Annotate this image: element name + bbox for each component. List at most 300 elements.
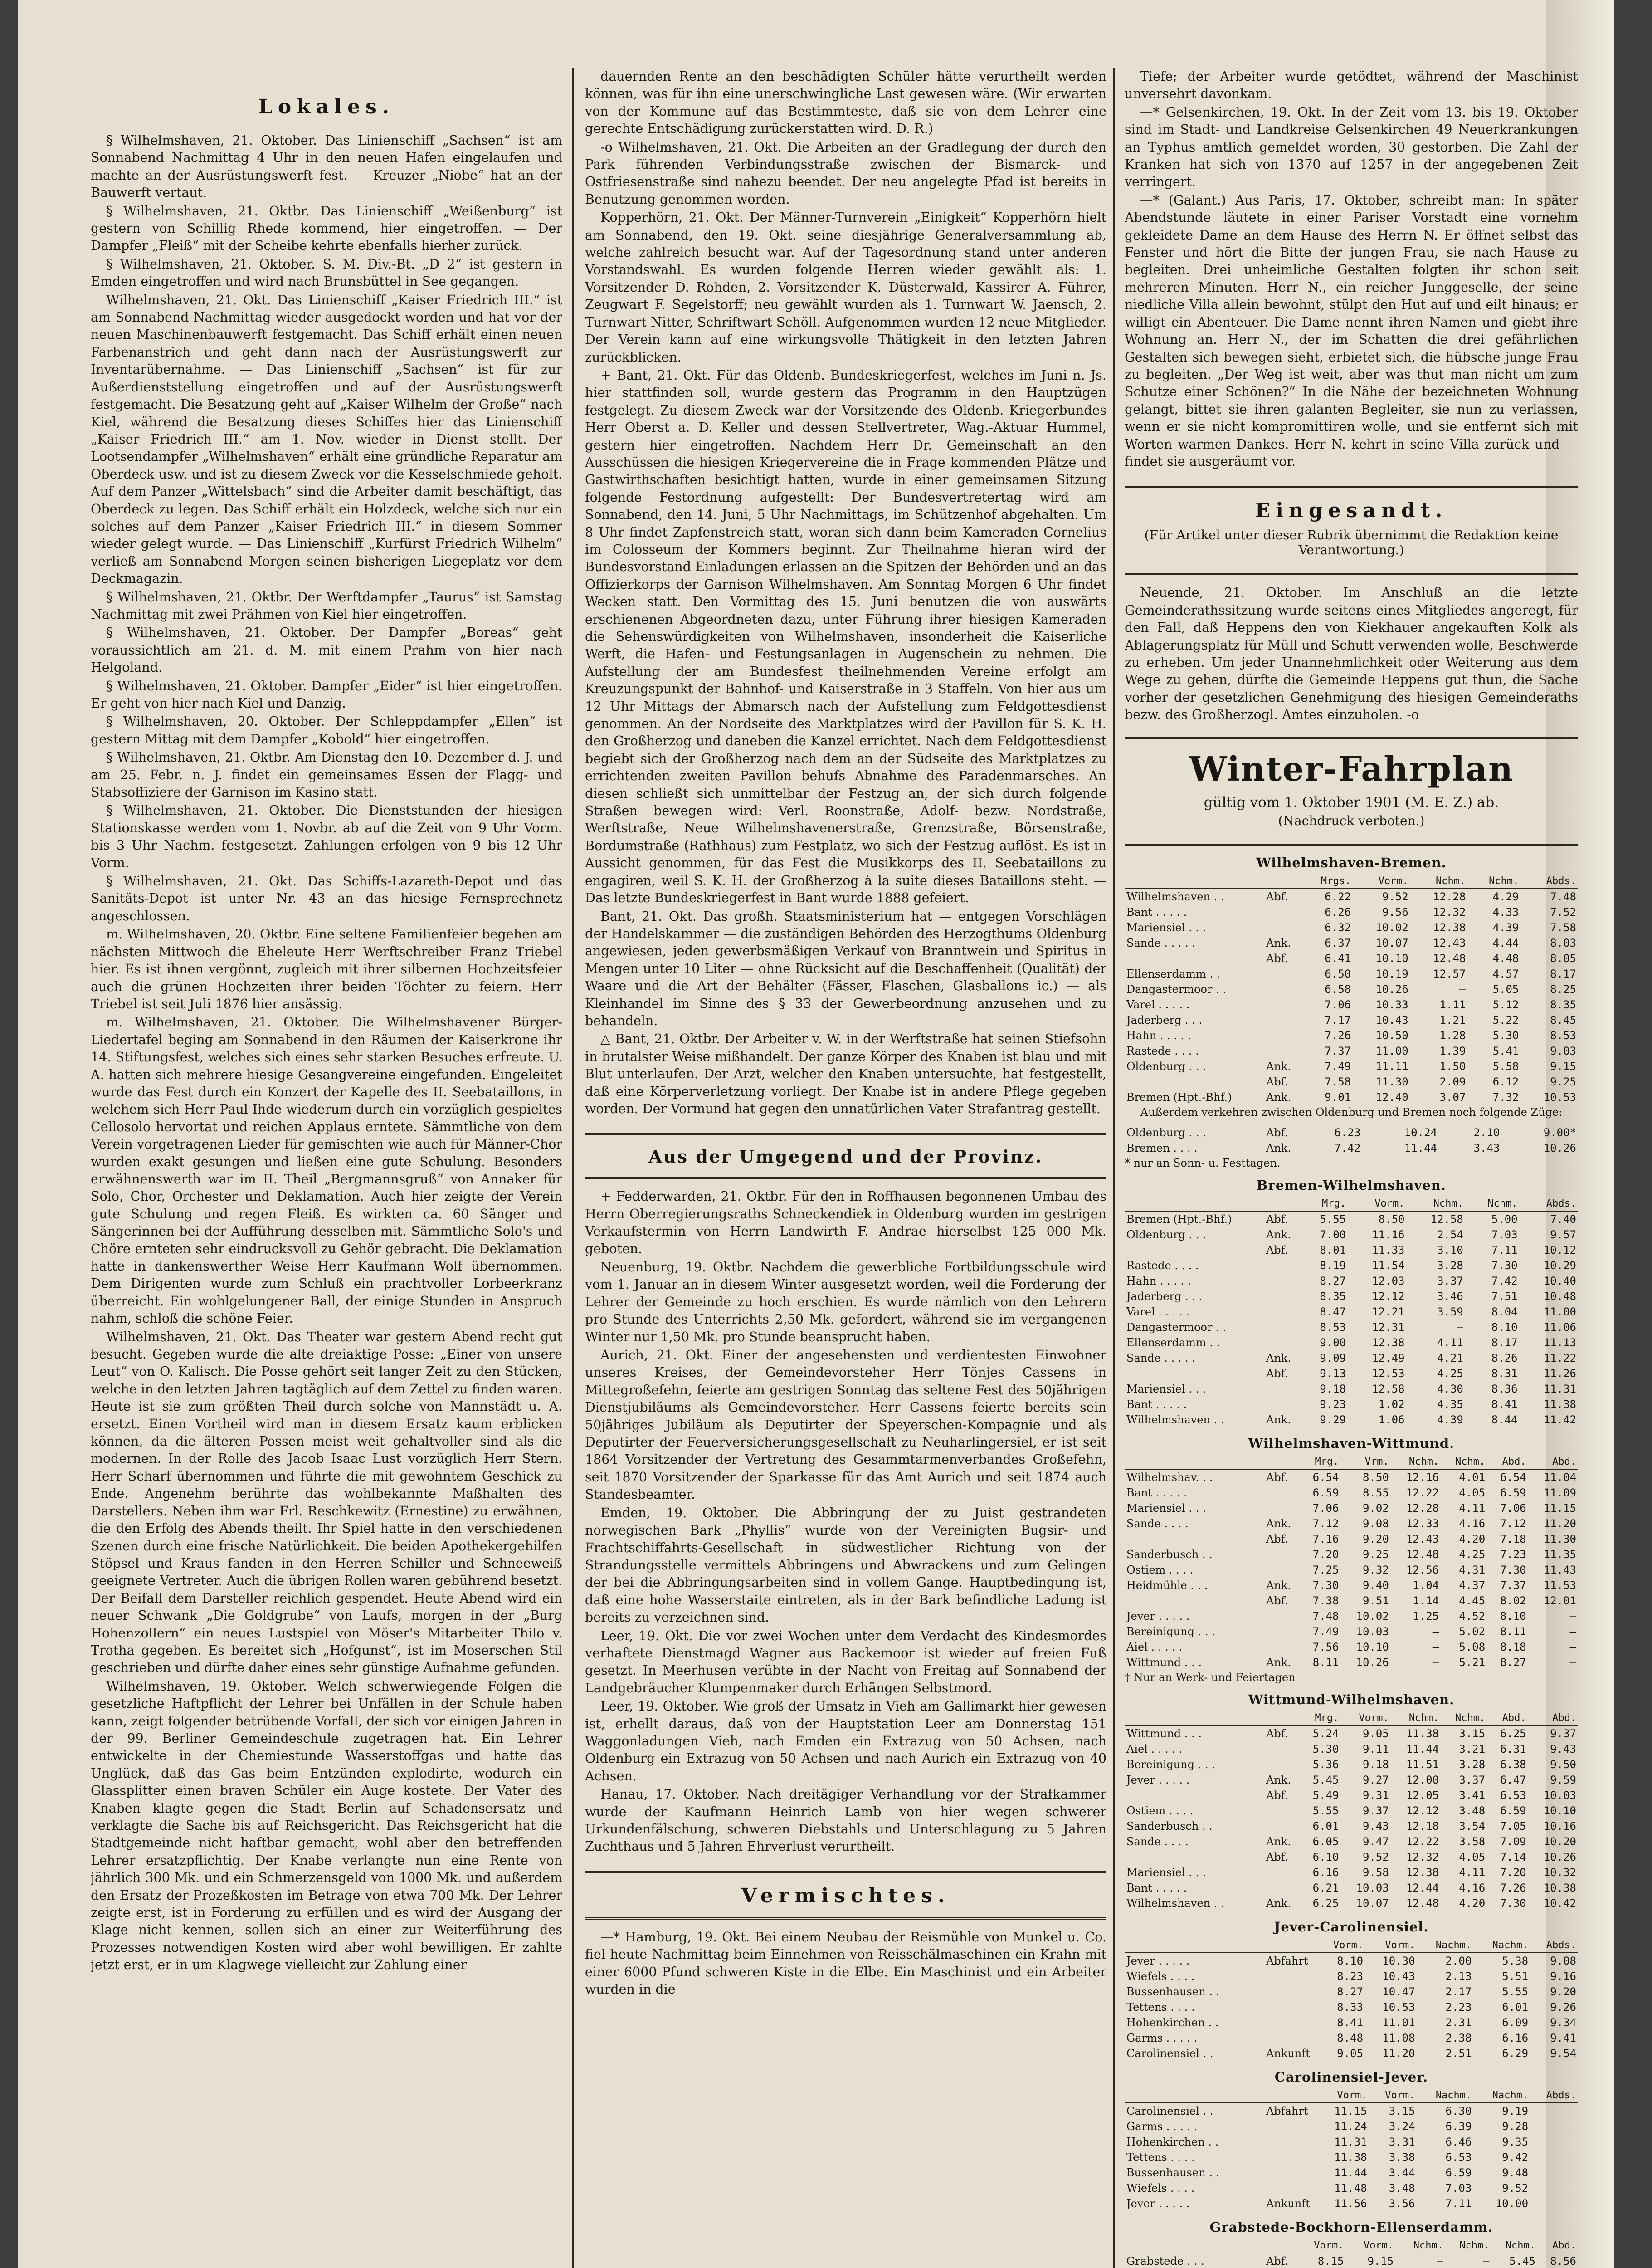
time-cell: 5.36 (1312, 1758, 1339, 1771)
station-name: Ellenserdamm . . (1126, 1336, 1220, 1349)
time-cell: 1.04 (1413, 1579, 1439, 1592)
timetable-title: Wilhelmshaven-Bremen. (1256, 855, 1447, 870)
time-cell (1530, 2103, 1578, 2119)
time-cell: 6.21 (1312, 1881, 1339, 1894)
timetable-row (1125, 2150, 1578, 2165)
timetable-extra-grid (1125, 1125, 1578, 1156)
time-cell: 9.05 (1362, 1727, 1389, 1740)
time-cell: 7.30 (1500, 1897, 1526, 1910)
timetable (1125, 1178, 1578, 1427)
station-name: Bussenhausen . . (1126, 2166, 1220, 2179)
arrival-departure-flag (1264, 1258, 1300, 1273)
time-cell: 7.12 (1312, 1517, 1339, 1530)
station-name: Hahn . . . . . (1126, 1029, 1191, 1042)
station-name: Garms . . . . . (1126, 2120, 1198, 2133)
station-name: Jaderberg . . . (1126, 1013, 1203, 1026)
time-cell (1530, 2180, 1578, 2196)
time-cell: 6.01 (1312, 1819, 1339, 1833)
timetable-footnote: * nur an Sonn- u. Festtagen. (1125, 1156, 1281, 1169)
arrival-departure-flag: Ank. (1266, 1141, 1291, 1154)
middle-articles (585, 68, 1106, 1118)
time-cell: 9.08 (1550, 1954, 1576, 1967)
arrival-departure-flag: Ank. (1266, 936, 1291, 949)
arrival-departure-flag: Ankunft (1266, 2047, 1310, 2060)
time-cell: 10.43 (1382, 1970, 1415, 1983)
section-heading-umgegend: Aus der Umgegend und der Provinz. (648, 1146, 1043, 1167)
station-name: Sanderbusch . . (1126, 1548, 1213, 1561)
time-cell: 8.05 (1550, 952, 1576, 965)
time-cell: 11.06 (1543, 1320, 1576, 1334)
arrival-departure-flag: Abf. (1266, 1075, 1288, 1088)
column-header: Nchm. (1441, 1455, 1487, 1469)
timetable-row (1125, 1469, 1578, 1485)
time-cell: 12.43 (1406, 1532, 1439, 1545)
time-cell: 4.11 (1437, 1336, 1463, 1349)
time-cell: 3.37 (1459, 1773, 1486, 1786)
time-cell: 8.35 (1550, 998, 1576, 1011)
column-header (1125, 1455, 1264, 1469)
time-cell: 10.33 (1375, 998, 1408, 1011)
column-right (1125, 68, 1578, 2268)
time-cell: 4.52 (1459, 1609, 1486, 1623)
timetables (1125, 855, 1578, 2268)
time-cell: 9.52 (1502, 2181, 1529, 2195)
column-header: Vorm. (1317, 2088, 1369, 2103)
article-paragraph: + Bant, 21. Okt. Für das Oldenb. Bundeskriegerfest, welches im Juni n. Js. hier stattfinden soll, wurde gestern das Programm in den Hauptzügen festgelegt. Zu diesem Zweck war der Vorsitzende des Oldenb. Kriegerbundes Herr Oberst a. D. Keller und dessen Stellvertreter, Wag.-Aktuar Hummel, gestern hier eingetroffen. Nachdem Herr Dr. Gemeinschaft an den Ausschüssen die hiesigen Kriegervereine die in Frage kommenden Plätze und Gastwirthschaften besichtigt hatten, wurde in einer gemeinsamen Sitzung folgende Festordnung aufgestellt: Der Bundesvertretertag wird am Sonnabend, den 14. Juni, 5 Uhr Nachmittags, im Schützenhof abgehalten. Um 8 Uhr findet Zapfenstreich statt, woran sich dann beim Kameraden Cornelius im Colosseum der Kommers beginnt. Zur Theilnahme hieran wird der Bundesvorstand Einladungen erlassen an die Spitzen der Behörden und an das Offizierkorps der Garnison Wilhelmshaven. Am Sonntag Morgen 6 Uhr findet Wecken statt. Den Vormittag des 15. Juni benutzen die von auswärts erschienenen Abgeordneten dazu, unter Führung ihrer hiesigen Kameraden die Sehenswürdigkeiten von Wilhelmshaven, insonderheit die Kaiserliche Werft, die Hafen- und Festungsanlagen in Augenschein zu nehmen. Die Aufstellung der am Bundesfest theilnehmenden Vereine erfolgt am Kreuzungspunkt der Bahnhof- und Kaiserstraße in 3 Staffeln. Von hier aus um 12 Uhr Mittags der Abmarsch nach der Aufstellung zum Feldgottesdienst genommen. An der Nordseite des Marktplatzes wird der Pavillon für S. K. H. den Großherzog und daneben die Kanzel errichtet. Nach dem Feldgottesdienst begiebt sich der Großherzog nach dem an der Südseite des Marktplatzes zu errichtenden zweiten Pavillon behufs Abnahme des Paradenmarsches. An diesen schließt sich unmittelbar der Festzug an, der sich durch folgende Straßen bewegen wird: Verl. Roonstraße, Adolf- bezw. Nordstraße, Werftstraße, Neue Wilhelmshavenerstraße, Grenzstraße, Börsenstraße, Bordumstraße (Rathhaus) zum Festplatz, wo sich der Festzug auflöst. Es ist in Aussicht genommen, für das Fest die Musikkorps des II. Seebataillons zu engagiren, weil S. K. H. der Großherzog à la suite dieses Bataillons steht. — Das letzte Bundeskriegerfest in Bant wurde 1888 gefeiert. (585, 367, 1106, 906)
timetable-row (1125, 1562, 1578, 1578)
time-cell: 8.02 (1500, 1594, 1526, 1607)
time-cell: 2.09 (1439, 1075, 1466, 1088)
eingesandt-articles (1125, 584, 1578, 723)
arrival-departure-flag (1264, 1304, 1300, 1320)
time-cell: 3.38 (1389, 2151, 1415, 2164)
time-cell: 4.25 (1437, 1367, 1463, 1380)
section-heading-vermischtes: Vermischtes. (741, 1884, 950, 1907)
time-cell: 11.00 (1375, 1044, 1408, 1057)
arrival-departure-flag (1264, 1818, 1300, 1834)
time-cell: 4.25 (1459, 1548, 1486, 1561)
time-cell: 12.40 (1375, 1090, 1408, 1104)
station-name: Jaderberg . . . (1126, 1290, 1203, 1303)
arrival-departure-flag (1264, 1397, 1300, 1412)
timetable-row (1125, 1865, 1578, 1880)
time-cell: 11.38 (1334, 2151, 1367, 2164)
time-cell: 10.26 (1543, 1141, 1576, 1154)
column-header: Vrm. (1340, 1455, 1390, 1469)
time-cell: 12.58 (1430, 1212, 1463, 1226)
time-cell: 12.18 (1406, 1819, 1439, 1833)
column-header: Vorm. (1317, 1938, 1365, 1953)
time-cell: 7.52 (1550, 905, 1576, 919)
arrival-departure-flag: Ank. (1266, 1228, 1291, 1241)
station-name: Carolinensiel . . (1126, 2047, 1213, 2060)
article-paragraph: dauernden Rente an den beschädigten Schüler hätte verurtheilt werden können, was für ihn eine unerschwingliche Last gewesen wäre. (Wir erwarten von der Kommune auf das Bestimmteste, daß sie von dem Lehrer eine gerechte Entschädigung zurückerstatten wird. D. R.) (585, 69, 1106, 137)
timetable-row (1125, 1578, 1578, 1593)
arrival-departure-flag (1264, 1501, 1300, 1516)
time-cell (1530, 2196, 1578, 2211)
timetable-row (1125, 1788, 1578, 1803)
time-cell: 3.43 (1473, 1141, 1500, 1154)
time-cell: 10.40 (1543, 1274, 1576, 1287)
time-cell: 10.16 (1543, 1819, 1576, 1833)
timetable-row (1125, 1012, 1578, 1028)
time-cell: 3.58 (1459, 1835, 1486, 1848)
timetable-row (1125, 2134, 1578, 2150)
station-name: Mariensiel . . . (1126, 1866, 1206, 1879)
arrival-departure-flag (1264, 920, 1300, 935)
timetable-row (1125, 904, 1578, 920)
time-cell: 7.26 (1500, 1881, 1526, 1894)
time-cell: 4.05 (1459, 1850, 1486, 1863)
time-cell (1312, 2046, 1317, 2061)
time-cell: 10.02 (1356, 1609, 1389, 1623)
time-cell: 6.59 (1500, 1804, 1526, 1817)
time-cell: 12.48 (1406, 1897, 1439, 1910)
time-cell: 8.56 (1550, 2254, 1576, 2268)
time-cell: 10.03 (1543, 1789, 1576, 1802)
station-name: Heidmühle . . . (1126, 1579, 1208, 1592)
time-cell: 10.26 (1543, 1850, 1576, 1863)
column-middle (585, 68, 1106, 2268)
time-cell: 7.49 (1325, 1060, 1351, 1073)
arrival-departure-flag: Ank. (1266, 1060, 1291, 1073)
time-cell: 8.50 (1362, 1471, 1389, 1484)
time-cell: 4.29 (1492, 890, 1519, 903)
lokales-articles (91, 132, 562, 1974)
time-cell: 11.44 (1404, 1141, 1437, 1154)
timetable-row (1125, 920, 1578, 935)
time-cell: 4.21 (1437, 1351, 1463, 1364)
newspaper-page (18, 0, 1614, 2268)
time-cell: 10.53 (1543, 1090, 1576, 1104)
time-cell (1530, 2119, 1578, 2134)
time-cell: — (1457, 1320, 1463, 1334)
timetable-header-row (1125, 874, 1578, 889)
article-paragraph: § Wilhelmshaven, 21. Okt. Das Schiffs-Lazareth-Depot und das Sanitäts-Depot ist unter Nr. 43 an das hiesige Fernsprechnetz angeschlossen. (91, 874, 562, 924)
time-cell: 10.03 (1356, 1881, 1389, 1894)
time-cell: 3.59 (1437, 1305, 1463, 1318)
timetable-row (1125, 1655, 1578, 1670)
time-cell: 6.31 (1500, 1742, 1526, 1755)
column-header (1264, 1711, 1300, 1725)
timetable-row (1125, 1090, 1578, 1105)
time-cell: 3.48 (1459, 1804, 1486, 1817)
time-cell: 7.20 (1312, 1548, 1339, 1561)
time-cell: 3.28 (1437, 1259, 1463, 1272)
time-cell: 9.25 (1550, 1075, 1576, 1088)
time-cell: 9.23 (1320, 1398, 1346, 1411)
column-header (1125, 1938, 1264, 1953)
station-name: Wilhelmshaven . . (1126, 1897, 1224, 1910)
timetable-row (1125, 1028, 1578, 1043)
time-cell: 8.41 (1491, 1398, 1518, 1411)
vermischtes-heading-box (585, 1871, 1106, 1920)
station-name (1125, 1242, 1264, 1258)
time-cell: 6.50 (1325, 967, 1351, 980)
time-cell: 7.49 (1312, 1625, 1339, 1638)
time-cell: 10.24 (1404, 1126, 1437, 1139)
arrival-departure-flag: Abf. (1266, 1126, 1288, 1139)
article-paragraph: § Wilhelmshaven, 21. Oktober. Der Dampfer „Boreas“ geht voraussichtlich am 21. d. M. mit einem Prahm von hier nach Helgoland. (91, 625, 562, 675)
timetable-row (1125, 1125, 1578, 1140)
time-cell (1312, 2134, 1317, 2150)
time-cell: 10.19 (1375, 967, 1408, 980)
timetable-row (1125, 1366, 1578, 1381)
time-cell: 7.26 (1325, 1029, 1351, 1042)
time-cell: 5.21 (1459, 1656, 1486, 1669)
timetable (1125, 1436, 1578, 1684)
time-cell: 12.53 (1372, 1367, 1405, 1380)
time-cell: 8.36 (1491, 1382, 1518, 1395)
time-cell: 11.15 (1543, 1501, 1576, 1515)
arrival-departure-flag (1264, 1880, 1300, 1896)
time-cell: 3.37 (1437, 1274, 1463, 1287)
arrival-departure-flag: Ank. (1266, 1773, 1291, 1786)
time-cell: 11.51 (1406, 1758, 1439, 1771)
time-cell: 11.48 (1334, 2181, 1367, 2195)
timetable-row (1125, 2015, 1578, 2030)
time-cell: 4.39 (1437, 1413, 1463, 1426)
time-cell (1312, 1999, 1317, 2015)
column-header: Nachm. (1473, 1938, 1530, 1953)
time-cell: 5.55 (1312, 1804, 1339, 1817)
timetable-row (1125, 1725, 1578, 1741)
time-cell: 8.11 (1500, 1625, 1526, 1638)
column-header (1125, 1711, 1264, 1725)
time-cell: 7.00 (1320, 1228, 1346, 1241)
arrival-departure-flag: Abf. (1266, 1212, 1288, 1226)
time-cell: — (1483, 2254, 1490, 2268)
time-cell: 3.31 (1389, 2135, 1415, 2148)
column-header (1264, 1197, 1300, 1211)
time-cell: 5.02 (1459, 1625, 1486, 1638)
timetable-row (1125, 935, 1578, 951)
time-cell: 8.44 (1491, 1413, 1518, 1426)
article-paragraph: § Wilhelmshaven, 21. Oktbr. Am Dienstag den 10. Dezember d. J. und am 25. Febr. n. J. findet ein gemeinsames Essen der Flagg- und Stabsoffiziere der Garnison im Kasino statt. (91, 750, 562, 800)
timetable-row (1125, 2030, 1578, 2046)
station-name: Sande . . . . . (1126, 1351, 1196, 1364)
time-cell: 9.27 (1362, 1773, 1389, 1786)
time-cell (1312, 2150, 1317, 2165)
timetable-row (1125, 1304, 1578, 1320)
time-cell: 11.09 (1543, 1486, 1576, 1499)
time-cell: 12.48 (1433, 952, 1466, 965)
column-header: Nchm. (1406, 1197, 1465, 1211)
time-cell: 3.54 (1459, 1819, 1486, 1833)
column-header (1312, 1938, 1317, 1953)
timetable-row (1125, 1350, 1578, 1366)
time-cell: 7.42 (1334, 1141, 1361, 1154)
time-cell: 7.56 (1312, 1640, 1339, 1653)
timetable-row (1125, 1953, 1578, 1969)
time-cell: 10.48 (1543, 1290, 1576, 1303)
section-heading-eingesandt: Eingesandt. (1255, 499, 1448, 523)
column-header: Nachm. (1417, 2088, 1474, 2103)
column-header: Nchm. (1441, 1711, 1487, 1725)
time-cell: 12.31 (1372, 1320, 1405, 1334)
time-cell: 8.15 (1317, 2254, 1344, 2268)
article-paragraph: Hanau, 17. Oktober. Nach dreitägiger Verhandlung vor der Strafkammer wurde der Kaufmann Heinrich Lamb von hier wegen schwerer Urkundenfälschung, schweren Diebstahls und Unterschlagung zu 5 Jahren Zuchthaus und 5 Jahren Ehrverlust verurtheilt. (585, 1787, 1106, 1854)
station-name (1125, 1366, 1264, 1381)
umgegend-heading-box (585, 1133, 1106, 1179)
time-cell: 9.43 (1362, 1819, 1389, 1833)
time-cell (1530, 2165, 1578, 2180)
station-name: Hohenkirchen . . (1126, 2135, 1219, 2148)
time-cell: 10.07 (1356, 1897, 1389, 1910)
time-cell: 11.01 (1382, 2016, 1415, 2029)
station-name: Oldenburg . . . (1126, 1060, 1206, 1073)
column-header: Mrg. (1300, 1455, 1340, 1469)
time-cell: 12.43 (1433, 936, 1466, 949)
time-cell: — (1432, 1656, 1439, 1669)
time-cell: 7.17 (1325, 1013, 1351, 1026)
time-cell: — (1459, 982, 1466, 996)
time-cell: 9.15 (1550, 1060, 1576, 1073)
time-cell: 9.48 (1502, 2166, 1529, 2179)
time-cell: 8.45 (1550, 1013, 1576, 1026)
time-cell: 11.38 (1543, 1398, 1576, 1411)
time-cell: 7.14 (1500, 1850, 1526, 1863)
time-cell: 5.49 (1312, 1789, 1339, 1802)
arrival-departure-flag (1264, 1639, 1300, 1655)
column-header (1125, 2239, 1264, 2253)
time-cell: 11.15 (1334, 2104, 1367, 2117)
station-name: Sande . . . . (1126, 1835, 1189, 1848)
time-cell: 9.31 (1362, 1789, 1389, 1802)
time-cell: 11.31 (1543, 1382, 1576, 1395)
time-cell: 6.01 (1502, 2000, 1529, 2014)
time-cell: 8.55 (1362, 1486, 1389, 1499)
time-cell: — (1569, 1656, 1576, 1669)
time-cell: 12.01 (1543, 1594, 1576, 1607)
arrival-departure-flag (1264, 1485, 1300, 1501)
timetable-row (1125, 2196, 1578, 2211)
time-cell: 11.35 (1543, 1548, 1576, 1561)
time-cell: 7.23 (1500, 1548, 1526, 1561)
time-cell (1312, 1969, 1317, 1984)
time-cell: 7.58 (1550, 921, 1576, 934)
timetable-row (1125, 1531, 1578, 1547)
time-cell: 1.14 (1413, 1594, 1439, 1607)
time-cell: 11.56 (1334, 2197, 1367, 2210)
time-cell: 8.17 (1491, 1336, 1518, 1349)
time-cell: 7.16 (1312, 1532, 1339, 1545)
timetable-row (1125, 1059, 1578, 1074)
column-header: Mrg. (1300, 1197, 1348, 1211)
column-header: Mrgs. (1300, 874, 1353, 889)
timetable-header-row (1125, 1711, 1578, 1725)
arrival-departure-flag: Ank. (1266, 1656, 1291, 1669)
station-name: Oldenburg . . . (1126, 1126, 1206, 1139)
time-cell: 9.47 (1362, 1835, 1389, 1848)
station-name: Jever . . . . . (1126, 1609, 1190, 1623)
arrival-departure-flag (1264, 2119, 1312, 2134)
time-cell: 7.25 (1312, 1563, 1339, 1576)
arrival-departure-flag (1264, 997, 1300, 1012)
column-header: Mrg. (1300, 1711, 1340, 1725)
time-cell: 7.48 (1312, 1609, 1339, 1623)
column-header: Nchm. (1445, 2239, 1491, 2253)
time-cell: 12.00 (1406, 1773, 1439, 1786)
time-cell: 6.46 (1445, 2135, 1472, 2148)
timetable-row (1125, 1485, 1578, 1501)
time-cell: 3.10 (1437, 1243, 1463, 1256)
time-cell: 6.12 (1492, 1075, 1519, 1088)
timetable-header-row (1125, 1197, 1578, 1211)
timetable (1125, 1692, 1578, 1911)
article-paragraph: Emden, 19. Oktober. Die Abbringung der zu Juist gestrandeten norwegischen Bark „Phyllis“ wurde von der Vereinigten Bugsir- und Frachtschiffahrts-Gesellschaft in südwestlicher Richtung von der Strandungsstelle vermittels Abbringens und Abwrackens und zum Gelingen der bei die Abbringungsarbeiten sind in vollem Gange. Hauptbedingung ist, daß eine hohe Wasserstaite eintreten, als in der Bark befindliche Ladung ist bereits zu verzeichnen sind. (585, 1505, 1106, 1625)
timetable-grid (1125, 1197, 1578, 1427)
timetable-row (1125, 889, 1578, 904)
time-cell: 9.00 (1320, 1336, 1346, 1349)
time-cell: 2.17 (1445, 1985, 1472, 1998)
time-cell: 5.05 (1492, 982, 1519, 996)
timetable-row (1125, 1273, 1578, 1289)
time-cell: 9.19 (1502, 2104, 1529, 2117)
time-cell: 5.38 (1502, 1954, 1529, 1967)
arrival-departure-flag (1264, 1562, 1300, 1578)
timetable-row (1125, 1818, 1578, 1834)
timetable-row (1125, 1211, 1578, 1227)
arrival-departure-flag (1264, 1335, 1300, 1350)
arrival-departure-flag (1264, 1320, 1300, 1335)
time-cell: 6.53 (1500, 1789, 1526, 1802)
arrival-departure-flag (1264, 1757, 1300, 1772)
station-name: Rastede . . . . (1126, 1044, 1199, 1057)
column-header: Nchm. (1391, 1455, 1441, 1469)
time-cell: 6.47 (1500, 1773, 1526, 1786)
timetable-row (1125, 1258, 1578, 1273)
time-cell: 9.37 (1550, 1727, 1576, 1740)
timetable-header-row (1125, 1938, 1578, 1953)
fahrplan-heading-box (1125, 737, 1578, 846)
time-cell: 9.43 (1550, 1742, 1576, 1755)
time-cell: 10.47 (1382, 1985, 1415, 1998)
time-cell: 6.30 (1445, 2104, 1472, 2117)
timetable-row (1125, 1074, 1578, 1090)
time-cell: 3.24 (1389, 2120, 1415, 2133)
timetable-row (1125, 1501, 1578, 1516)
arrival-departure-flag (1264, 2015, 1312, 2030)
time-cell: 12.38 (1406, 1866, 1439, 1879)
column-header: Abds. (1520, 874, 1578, 889)
column-header: Nchm. (1467, 874, 1520, 889)
fahrplan-title: Winter-Fahrplan (1189, 749, 1514, 789)
time-cell: 12.33 (1406, 1517, 1439, 1530)
column-header (1264, 874, 1300, 889)
time-cell: 6.54 (1312, 1471, 1339, 1484)
time-cell: 5.30 (1312, 1742, 1339, 1755)
time-cell: 5.41 (1492, 1044, 1519, 1057)
time-cell: 6.22 (1325, 890, 1351, 903)
time-cell: 12.28 (1433, 890, 1466, 903)
column-header: Nachm. (1417, 1938, 1474, 1953)
right-articles (1125, 68, 1578, 470)
time-cell: 4.11 (1459, 1501, 1486, 1515)
time-cell: 8.25 (1550, 982, 1576, 996)
fahrplan-copyright-note: (Nachdruck verboten.) (1278, 813, 1425, 828)
time-cell: 11.00 (1543, 1305, 1576, 1318)
time-cell: 3.28 (1459, 1758, 1486, 1771)
arrival-departure-flag (1264, 1381, 1300, 1397)
time-cell: 4.35 (1437, 1398, 1463, 1411)
time-cell: 7.30 (1491, 1259, 1518, 1272)
timetable-row (1125, 1757, 1578, 1772)
arrival-departure-flag: Ank. (1266, 1090, 1291, 1104)
article-paragraph: Bant, 21. Okt. Das großh. Staatsministerium hat — entgegen Vorschlägen der Handelskammer — die zuständigen Behörden des Herzogthums Oldenburg angewiesen, jeden gewerbsmäßigen Verkauf von Branntwein und Spiritus in Mengen unter 10 Liter — ohne Rücksicht auf die Beschaffenheit (Qualität) der Waare und die Art der Behälter (Fässer, Flaschen, Glasballons ic.) — als Kleinhandel im Sinne des § 33 der Gewerbeordnung anzusehen und zu behandeln. (585, 909, 1106, 1028)
station-name: Dangastermoor . . (1126, 982, 1226, 996)
time-cell: 11.43 (1543, 1563, 1576, 1576)
